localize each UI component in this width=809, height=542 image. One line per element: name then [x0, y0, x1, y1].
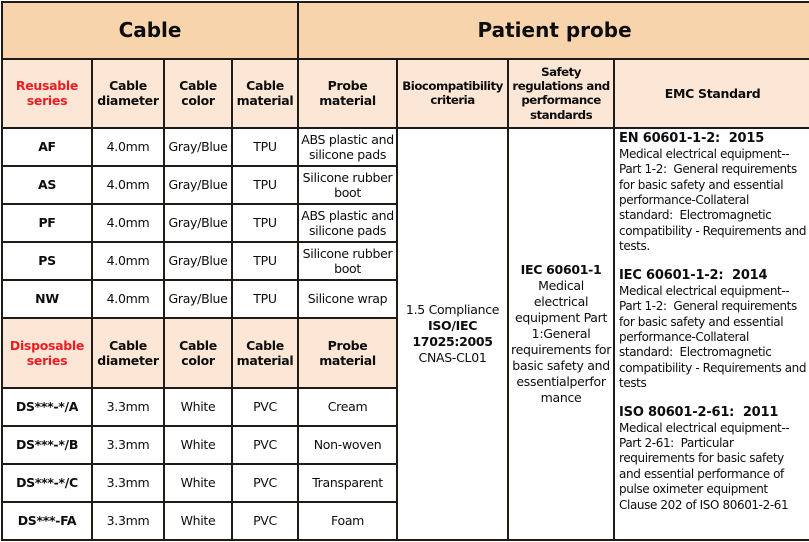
probe-material-cell: ABS plastic and silicone pads	[298, 204, 397, 242]
safety-standard-title: IEC 60601-1	[520, 261, 602, 277]
probe-material-cell: Foam	[298, 502, 397, 540]
diameter-cell: 3.3mm	[92, 502, 164, 540]
table-row	[2, 128, 809, 166]
diameter-cell: 3.3mm	[92, 464, 164, 502]
cable-material-column-header: Cable material	[232, 318, 298, 388]
series-cell: AF	[2, 128, 92, 166]
safety-standard-body: Medical electrical equipment Part 1:General requirements for basic safety and essentialperformance	[511, 277, 612, 405]
material-cell: PVC	[232, 502, 298, 540]
emc-entry-title: EN 60601-1-2: 2015	[619, 130, 765, 146]
color-cell: White	[164, 502, 232, 540]
emc-standard-cell	[614, 128, 809, 540]
material-cell: PVC	[232, 426, 298, 464]
emc-entry-title: ISO 80601-2-61: 2011	[619, 404, 779, 420]
color-cell: White	[164, 464, 232, 502]
cable-section-header: Cable	[2, 2, 298, 59]
biocompatibility-line: 1.5 Compliance	[405, 301, 500, 317]
diameter-cell: 4.0mm	[92, 166, 164, 204]
reusable-series-column-header: Reusable series	[2, 59, 92, 128]
emc-entry-body: Medical electrical equipment--Part 1-2: General requirements for basic safety and essential performance-Collateral standard: Electromagnetic compatibility - Requirements and tests	[619, 283, 807, 391]
series-cell: DS***-*/A	[2, 388, 92, 426]
series-cell: PS	[2, 242, 92, 280]
safety-column-header-text: Safety regulations and performance standards	[512, 64, 610, 122]
probe-material-cell: Transparent	[298, 464, 397, 502]
color-cell: Gray/Blue	[164, 128, 232, 166]
probe-material-cell: Silicone rubber boot	[298, 242, 397, 280]
emc-entry-body: Medical electrical equipment--Part 2-61: Particular requirements for basic safety and essential performance of pulse oximeter equipment	[619, 420, 790, 497]
series-cell: NW	[2, 280, 92, 318]
biocompatibility-column-header	[397, 59, 508, 128]
series-cell: DS***-*/C	[2, 464, 92, 502]
emc-entry-title: IEC 60601-1-2: 2014	[619, 267, 768, 283]
biocompatibility-line: CNAS-CL01	[418, 349, 487, 365]
material-cell: TPU	[232, 242, 298, 280]
color-cell: Gray/Blue	[164, 166, 232, 204]
diameter-cell: 3.3mm	[92, 388, 164, 426]
spec-table	[1, 1, 809, 541]
emc-standard-entry	[619, 268, 807, 392]
series-cell: DS***-FA	[2, 502, 92, 540]
probe-material-cell: Non-woven	[298, 426, 397, 464]
cable-color-column-header: Cable color	[164, 59, 232, 128]
color-cell: Gray/Blue	[164, 280, 232, 318]
color-cell: Gray/Blue	[164, 204, 232, 242]
material-cell: TPU	[232, 166, 298, 204]
material-cell: PVC	[232, 464, 298, 502]
biocompatibility-cell	[397, 128, 508, 540]
series-cell: DS***-*/B	[2, 426, 92, 464]
biocompatibility-line: 17025:2005	[412, 333, 493, 349]
diameter-cell: 4.0mm	[92, 280, 164, 318]
diameter-cell: 4.0mm	[92, 242, 164, 280]
color-cell: White	[164, 388, 232, 426]
material-cell: TPU	[232, 128, 298, 166]
material-cell: TPU	[232, 204, 298, 242]
cable-diameter-column-header: Cable diameter	[92, 318, 164, 388]
emc-standard-content	[619, 131, 807, 533]
section-header-row	[2, 2, 809, 59]
safety-regulations-cell	[508, 128, 614, 540]
probe-material-cell: Silicone wrap	[298, 280, 397, 318]
disposable-series-column-header: Disposable series	[2, 318, 92, 388]
series-cell: AS	[2, 166, 92, 204]
series-cell: PF	[2, 204, 92, 242]
probe-material-cell: Cream	[298, 388, 397, 426]
cable-color-column-header: Cable color	[164, 318, 232, 388]
biocompatibility-column-header-text: Biocompatibility criteria	[402, 78, 503, 108]
probe-material-column-header: Probe material	[298, 318, 397, 388]
cable-material-column-header: Cable material	[232, 59, 298, 128]
color-cell: White	[164, 426, 232, 464]
probe-material-column-header: Probe material	[298, 59, 397, 128]
diameter-cell: 3.3mm	[92, 426, 164, 464]
cable-diameter-column-header: Cable diameter	[92, 59, 164, 128]
safety-column-header	[508, 59, 614, 128]
emc-standard-entry	[619, 131, 807, 255]
patient-probe-section-header: Patient probe	[298, 2, 809, 59]
emc-column-header: EMC Standard	[614, 59, 809, 128]
material-cell: PVC	[232, 388, 298, 426]
probe-material-cell: ABS plastic and silicone pads	[298, 128, 397, 166]
biocompatibility-line: ISO/IEC	[427, 317, 478, 333]
emc-entry-body: Medical electrical equipment--Part 1-2: General requirements for basic safety and essential performance-Collateral standard: Electromagnetic compatibility - Requirements and tests.	[619, 146, 807, 254]
probe-material-cell: Silicone rubber boot	[298, 166, 397, 204]
column-header-row	[2, 59, 809, 128]
diameter-cell: 4.0mm	[92, 128, 164, 166]
diameter-cell: 4.0mm	[92, 204, 164, 242]
emc-entry-footer: Clause 202 of ISO 80601-2-61	[619, 497, 789, 512]
emc-standard-entry	[619, 405, 807, 513]
color-cell: Gray/Blue	[164, 242, 232, 280]
material-cell: TPU	[232, 280, 298, 318]
